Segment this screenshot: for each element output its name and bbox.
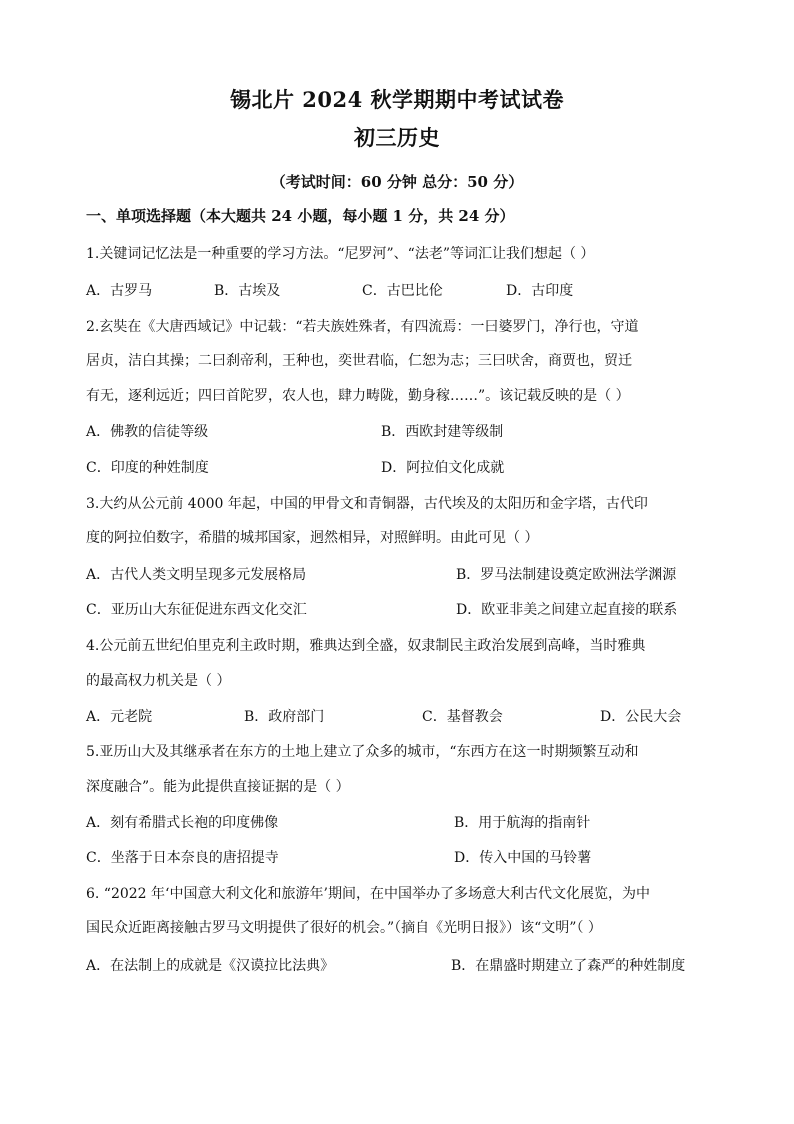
section-heading: 一、单项选择题（本大题共 24 小题，每小题 1 分，共 24 分）	[86, 207, 515, 225]
question-5-options-row-1	[86, 812, 726, 832]
question-3-option-d: D．欧亚非美之间建立起直接的联系	[456, 602, 678, 618]
question-3-option-a: A．古代人类文明呈现多元发展格局	[86, 567, 307, 583]
question-4-option-b: B．政府部门	[244, 709, 325, 725]
exam-subject: 初三历史	[354, 125, 440, 150]
question-2-options-row-2	[86, 457, 726, 477]
question-3-options-row-2	[86, 599, 726, 619]
question-5-option-d: D．传入中国的马铃薯	[454, 850, 592, 866]
exam-title: 锡北片 2024 秋学期期中考试试卷	[229, 87, 565, 112]
question-6-option-b: B．在鼎盛时期建立了森严的种姓制度	[451, 958, 686, 974]
question-5-options-row-2	[86, 847, 726, 867]
question-6-option-a: A．在法制上的成就是《汉谟拉比法典》	[86, 958, 335, 974]
question-5-line-2: 深度融合”。能为此提供直接证据的是（ ）	[86, 779, 350, 795]
question-1-option-b: B．古埃及	[214, 283, 281, 299]
exam-info: （考试时间：60 分钟 总分：50 分）	[270, 173, 524, 191]
question-5-option-a: A．刻有希腊式长袍的印度佛像	[86, 815, 279, 831]
question-1-option-d: D．古印度	[506, 283, 574, 299]
question-1-option-a: A．古罗马	[86, 283, 153, 299]
question-2-line-3: 有无，逐利远近；四曰首陀罗，农人也，肆力畴陇，勤身稼……”。该记载反映的是（ ）	[86, 388, 630, 404]
question-2-line-1: 2.玄奘在《大唐西域记》中记载：“若夫族姓殊者，有四流焉：一曰婆罗门，净行也，守道	[86, 319, 639, 335]
question-6-line-1: 6. “2022 年‘中国意大利文化和旅游年’期间，在中国举办了多场意大利古代文化展览，为中	[86, 886, 650, 902]
question-2-line-2: 居贞，洁白其操；二曰刹帝利，王种也，奕世君临，仁恕为志；三曰吠舍，商贾也，贸迁	[86, 353, 632, 369]
question-4-line-1: 4.公元前五世纪伯里克利主政时期，雅典达到全盛，奴隶制民主政治发展到高峰，当时雅典	[86, 638, 646, 654]
question-3-line-2: 度的阿拉伯数字，希腊的城邦国家，迥然相异，对照鲜明。由此可见（ ）	[86, 530, 539, 546]
question-5-option-c: C．坐落于日本奈良的唐招提寺	[86, 850, 279, 866]
question-2-option-b: B．西欧封建等级制	[381, 424, 504, 440]
question-1-line-1: 1.关键词记忆法是一种重要的学习方法。“尼罗河”、“法老”等词汇让我们想起（ ）	[86, 246, 595, 262]
question-4-options	[86, 706, 726, 726]
question-2-options-row-1	[86, 421, 726, 441]
question-5-line-1: 5.亚历山大及其继承者在东方的土地上建立了众多的城市，“东西方在这一时期频繁互动和	[86, 744, 639, 760]
question-2-option-d: D．阿拉伯文化成就	[381, 460, 505, 476]
question-5-option-b: B．用于航海的指南针	[454, 815, 591, 831]
question-3-option-b: B．罗马法制建设奠定欧洲法学渊源	[456, 567, 677, 583]
question-2-option-a: A．佛教的信徒等级	[86, 424, 209, 440]
question-6-options-row-1	[86, 955, 726, 975]
question-2-option-c: C．印度的种姓制度	[86, 460, 209, 476]
question-3-options-row-1	[86, 564, 726, 584]
question-1-option-c: C．古巴比伦	[362, 283, 443, 299]
question-4-line-2: 的最高权力机关是（ ）	[86, 673, 231, 689]
question-4-option-c: C．基督教会	[422, 709, 503, 725]
question-3-option-c: C．亚历山大东征促进东西文化交汇	[86, 602, 307, 618]
question-1-options	[86, 280, 726, 300]
question-3-line-1: 3.大约从公元前 4000 年起，中国的甲骨文和青铜器，古代埃及的太阳历和金字塔，古代印	[86, 496, 648, 512]
question-4-option-d: D．公民大会	[600, 709, 682, 725]
question-4-option-a: A．元老院	[86, 709, 153, 725]
question-6-line-2: 国民众近距离接触古罗马文明提供了很好的机会。”（摘自《光明日报》）该“文明”（ ）	[86, 920, 602, 936]
